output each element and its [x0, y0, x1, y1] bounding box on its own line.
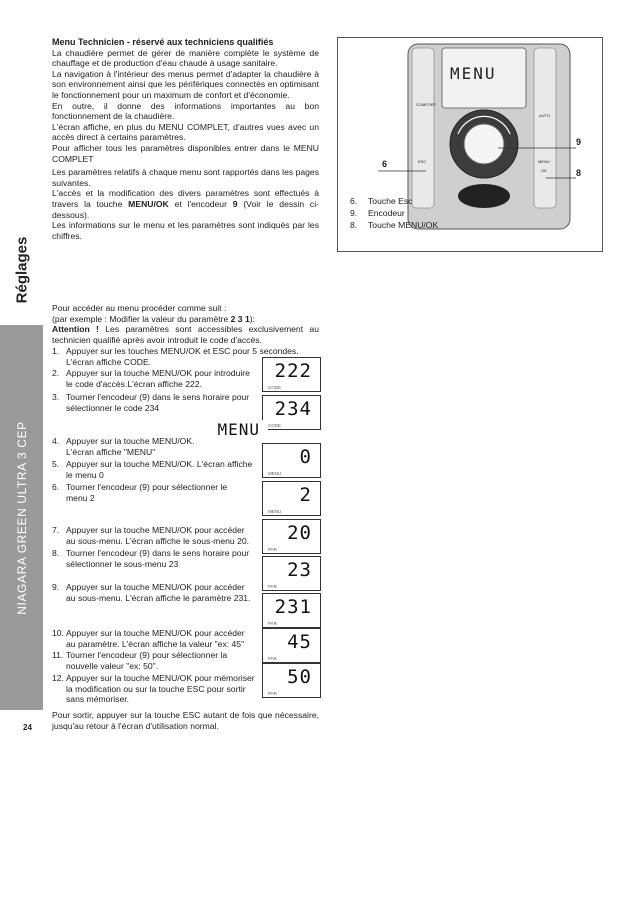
intro-section	[52, 37, 319, 241]
procedure-intro	[52, 303, 319, 345]
legend-number: 9.	[350, 208, 358, 218]
procedure-line: (par exemple : Modifier la valeur du paramètre 2 3 1):	[52, 313, 256, 324]
step-text: au paramètre. L'écran affiche la valeur "ex: 45"	[66, 638, 245, 649]
step-text: Tourner l'encodeur (9) pour sélectionner la	[66, 650, 228, 660]
lcd-value: 2	[299, 484, 312, 506]
lcd-display	[262, 443, 321, 478]
step-text: au sous-menu. L'écran affiche le paramètre 231.	[66, 592, 251, 603]
step-number: 1.	[52, 346, 60, 356]
lcd-value: 0	[299, 446, 312, 468]
intro-paragraph: Les informations sur le menu et les paramètres sont indiqués par les chiffres.	[52, 220, 319, 241]
lcd-display	[262, 628, 321, 663]
attention-note: Attention ! Les paramètres sont accessibles exclusivement au technicien qualifié après avoir introduit le code d'accès.	[52, 324, 319, 345]
step-text: nouvelle valeur "ex: 50".	[66, 660, 159, 671]
panel-label-comfort: COMFORT	[416, 102, 437, 107]
step-text: menu 2	[66, 492, 95, 503]
panel-screen-text: MENU	[450, 64, 497, 83]
step-number: 3.	[52, 392, 60, 402]
page-number: 24	[23, 723, 32, 732]
panel-label-auto: AUTO	[539, 113, 551, 118]
legend-number: 6.	[350, 196, 358, 206]
intro-title: Menu Technicien - réservé aux techniciens qualifiés	[52, 37, 274, 47]
lcd-label: MENU	[268, 471, 282, 476]
step-number: 8.	[52, 548, 60, 558]
step-number: 2.	[52, 368, 60, 378]
section-title: Réglages	[13, 236, 31, 304]
step-text: Appuyer sur la touche MENU/OK pour mémoriser	[66, 673, 255, 683]
product-name: NIAGARA GREEN ULTRA 3 CEP	[15, 421, 29, 615]
intro-paragraph: Pour afficher tous les paramètres disponibles entrer dans le MENU COMPLET	[52, 142, 319, 164]
intro-paragraph: L'accès et la modification des divers paramètres sont effectués à travers la touche MENU/OK et l'encodeur 9 (Voir le dessin ci-dessous).	[52, 188, 319, 220]
step-text: Appuyer sur la touche MENU/OK pour accéder	[66, 525, 245, 535]
legend-item	[350, 219, 438, 231]
step-text: sans mémoriser.	[66, 694, 130, 705]
lcd-label: MENU	[268, 509, 282, 514]
legend-number: 8.	[350, 220, 358, 230]
lcd-display	[262, 663, 321, 698]
step-text: Tourner l'encodeur (9) pour sélectionner le	[66, 482, 228, 492]
intro-paragraph: La navigation à l'intérieur des menus permet d'adapter la chaudière à son environnement ainsi que les périfériques connectés en optimisant le fonctionnement pour un maximum de confort et d'économie.	[52, 68, 319, 100]
lcd-label: PAR	[268, 547, 277, 552]
ok-button: OK	[541, 168, 547, 173]
step-text: Tourner l'encodeur (9) dans le sens horaire pour	[66, 392, 250, 402]
lcd-display	[262, 519, 321, 554]
callout-menu: 8	[576, 168, 582, 178]
menu-button: MENU	[538, 159, 550, 164]
step-number: 5.	[52, 459, 60, 469]
step-text: L'écran affiche "MENU"	[66, 446, 156, 457]
step-text: au sous-menu. L'écran affiche le sous-menu 20.	[66, 535, 250, 546]
lcd-value: 50	[287, 666, 312, 688]
lcd-value: 45	[287, 631, 312, 653]
lcd-display	[262, 395, 321, 430]
lcd-label: PAR	[268, 691, 277, 696]
intro-paragraph: L'écran affiche, en plus du MENU COMPLET, d'autres vues avec un accès direct à certains paramètres.	[52, 121, 319, 143]
lcd-value: 234	[274, 398, 312, 420]
lcd-label: PAR	[268, 621, 277, 626]
lcd-label: PAR	[268, 656, 277, 661]
step-text: Appuyer sur la touche MENU/OK pour introduire	[66, 368, 250, 378]
step-number: 10.	[52, 628, 64, 638]
lcd-display	[262, 481, 321, 516]
step-text: sélectionner le sous-menu 23	[66, 558, 179, 569]
step-number: 6.	[52, 482, 60, 492]
intro-paragraph: Les paramètres relatifs à chaque menu sont rapportés dans les pages suivantes.	[52, 167, 319, 188]
esc-button: ESC	[418, 159, 427, 164]
lcd-value: 20	[287, 522, 312, 544]
lcd-display	[262, 357, 321, 392]
lcd-value: 231	[274, 596, 312, 618]
intro-paragraph: En outre, il donne des informations importantes au bon fonctionnement de la chaudière.	[52, 100, 319, 122]
step-number: 4.	[52, 436, 60, 446]
intro-paragraph: La chaudière permet de gérer de manière complète le système de chauffage et de production d'eau chaude à usage sanitaire.	[52, 47, 319, 69]
step-text: Appuyer sur la touche MENU/OK. L'écran affiche	[66, 459, 253, 469]
legend-item	[350, 195, 438, 207]
step-text: Appuyer sur la touche MENU/OK.	[66, 436, 195, 446]
step-number: 12.	[52, 673, 64, 683]
callout-esc: 6	[382, 159, 388, 169]
legend-item	[350, 207, 438, 219]
lcd-label: CODE	[268, 423, 282, 428]
step-number: 9.	[52, 582, 60, 592]
legend-label: Touche MENU/OK	[368, 220, 439, 230]
step-text: le code d'accès.L'écran affiche 222.	[66, 378, 202, 389]
callout-encoder: 9	[576, 137, 582, 147]
step-text: le menu 0	[66, 469, 104, 480]
lcd-value: 222	[274, 360, 312, 382]
step-text: L'écran affiche CODE.	[66, 356, 152, 367]
step-text: la modification ou sur la touche ESC pour sortir	[66, 683, 246, 694]
lcd-display	[206, 420, 268, 442]
legend-label: Touche Esc	[368, 196, 413, 206]
step-text: sélectionner le code 234	[66, 402, 160, 413]
control-panel-figure	[337, 37, 603, 252]
lcd-display	[262, 593, 321, 628]
lcd-value: 23	[287, 559, 312, 581]
procedure-line: Pour accéder au menu procéder comme suit :	[52, 303, 227, 313]
step-text: Appuyer sur les touches MENU/OK et ESC pour 5 secondes.	[66, 346, 299, 356]
lcd-value: MENU	[217, 420, 260, 439]
step-number: 7.	[52, 525, 60, 535]
step-text: Tourner l'encodeur (9) dans le sens horaire pour	[66, 548, 250, 558]
figure-legend	[350, 195, 438, 231]
step-text: Appuyer sur la touche MENU/OK pour accéder	[66, 628, 245, 638]
lcd-label: PAR	[268, 584, 277, 589]
step-number: 11.	[52, 650, 64, 660]
lcd-display	[262, 556, 321, 591]
step-text: Appuyer sur la touche MENU/OK pour accéder	[66, 582, 245, 592]
lcd-label: CODE	[268, 385, 282, 390]
legend-label: Encodeur	[368, 208, 405, 218]
closing-text: Pour sortir, appuyer sur la touche ESC autant de fois que nécessaire, jusqu'au retour à l'écran d'utilisation normal.	[52, 710, 319, 731]
